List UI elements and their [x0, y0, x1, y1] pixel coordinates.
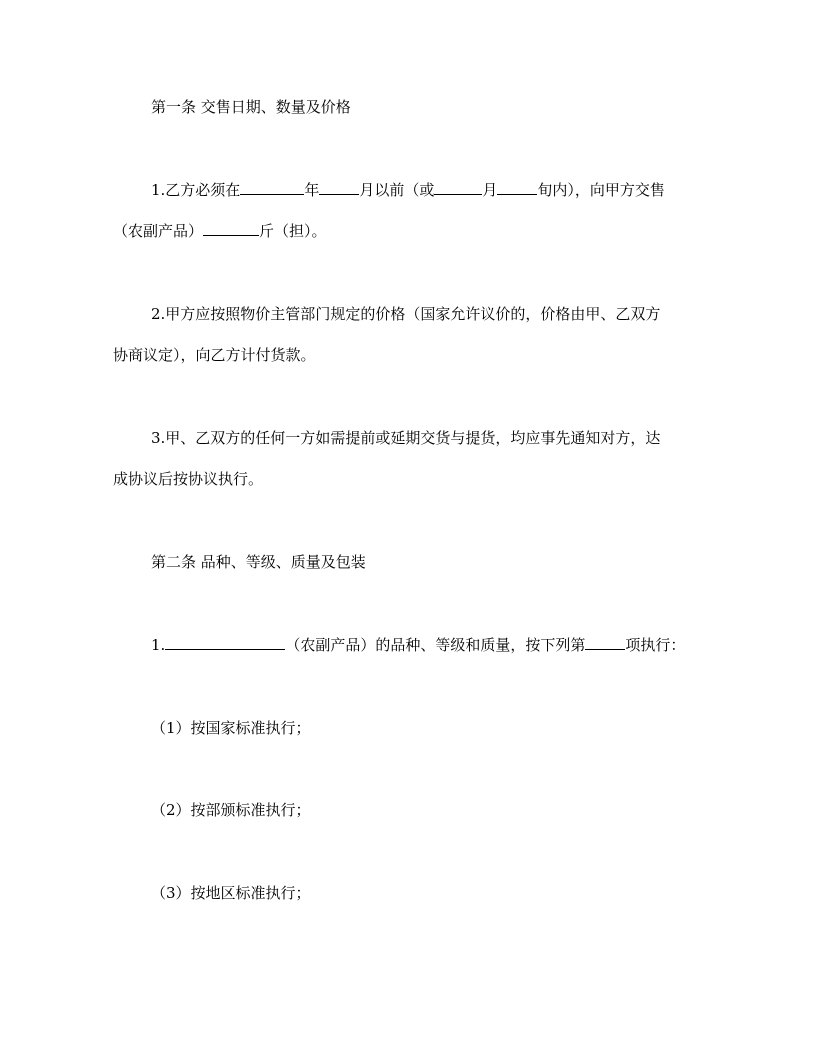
year-blank[interactable] [240, 180, 304, 195]
section-1-item-1-line-1: 1.乙方必须在 年 月以前（或 月 旬内），向甲方交售 [151, 181, 665, 199]
section-2-option-1: （1）按国家标准执行； [151, 719, 311, 737]
section-1-item-3-line-1: 3.甲、乙双方的任何一方如需提前或延期交货与提货，均应事先通知对方，达 [151, 429, 661, 447]
product-blank[interactable] [165, 635, 285, 650]
section-2-option-3: （3）按地区标准执行； [151, 884, 311, 902]
section-1-item-3-line-2: 成协议后按协议执行。 [113, 470, 264, 488]
quantity-blank[interactable] [203, 221, 259, 236]
section-2-item-1: 1. （农副产品）的品种、等级和质量，按下列第 项执行： [151, 636, 686, 654]
item-number-blank[interactable] [585, 635, 625, 650]
section-1-item-2-line-1: 2.甲方应按照物价主管部门规定的价格（国家允许议价的，价格由甲、乙双方 [151, 305, 661, 323]
alt-month-blank[interactable] [434, 180, 482, 195]
month-blank[interactable] [319, 180, 359, 195]
section-1-item-2-line-2: 协商议定），向乙方计付货款。 [113, 346, 316, 364]
period-blank[interactable] [497, 180, 537, 195]
section-1-item-1-line-2: （农副产品） 斤（担）。 [113, 222, 327, 240]
section-2-heading: 第二条 品种、等级、质量及包装 [151, 553, 366, 571]
section-2-option-2: （2）按部颁标准执行； [151, 801, 311, 819]
section-1-heading: 第一条 交售日期、数量及价格 [151, 98, 351, 116]
